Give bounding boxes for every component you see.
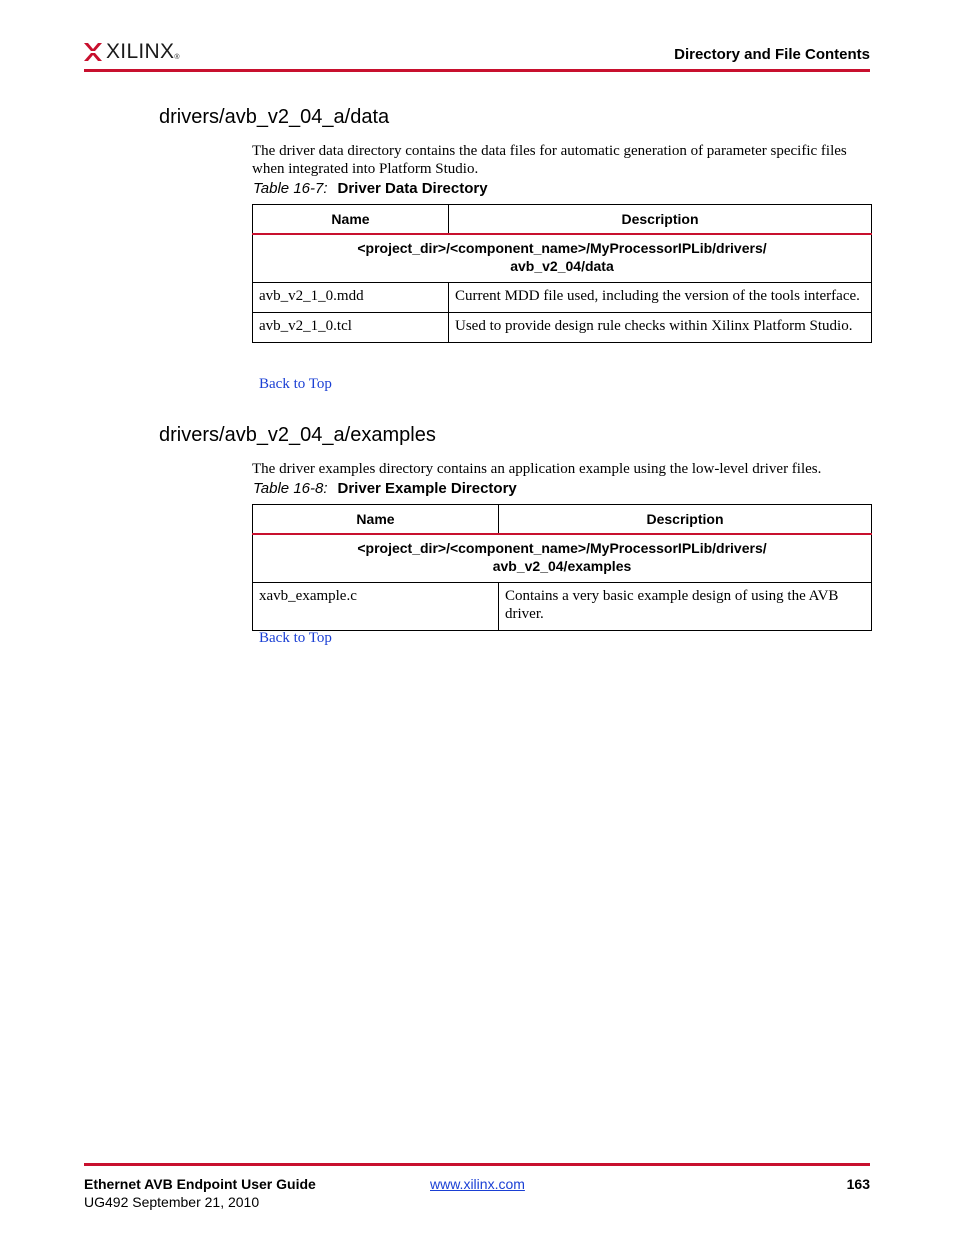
section-intro-data: The driver data directory contains the data files for automatic generation of parameter specific files when integrated into Platform Studio.: [252, 143, 847, 177]
footer-website-link[interactable]: www.xilinx.com: [430, 1176, 525, 1192]
footer-doc-id: UG492 September 21, 2010: [84, 1194, 260, 1210]
table-header-row: [253, 505, 872, 535]
directory-path: [253, 534, 872, 583]
path-line-1: <project_dir>/<component_name>/MyProcessorIPLib/drivers/: [357, 540, 767, 556]
table-row: [253, 583, 872, 631]
path-line-2: avb_v2_04/examples: [492, 558, 632, 574]
file-description-cell: Used to provide design rule checks within Xilinx Platform Studio.: [449, 313, 872, 343]
table-path-row: [253, 534, 872, 583]
section-heading-data: drivers/avb_v2_04_a/data: [159, 106, 390, 128]
file-description-cell: Current MDD file used, including the version of the tools interface.: [449, 283, 872, 313]
footer-rule: [84, 1163, 870, 1166]
path-line-1: <project_dir>/<component_name>/MyProcessorIPLib/drivers/: [357, 240, 767, 256]
table-header-row: [253, 205, 872, 235]
file-name-cell: xavb_example.c: [253, 583, 499, 631]
footer-doc-title: Ethernet AVB Endpoint User Guide: [84, 1176, 316, 1192]
table-caption-data: [253, 180, 488, 197]
section-heading-examples: drivers/avb_v2_04_a/examples: [159, 424, 436, 446]
registered-mark: ®: [174, 54, 180, 61]
column-header-description: Description: [449, 205, 872, 235]
table-caption-examples: [253, 480, 517, 497]
table-number: Table 16-7:: [253, 180, 328, 197]
directory-path: [253, 234, 872, 283]
path-line-2: avb_v2_04/data: [510, 258, 614, 274]
file-name-cell: avb_v2_1_0.tcl: [253, 313, 449, 343]
table-title: Driver Data Directory: [337, 180, 488, 197]
section-intro-examples: The driver examples directory contains an application example using the low-level driver files.: [252, 461, 822, 477]
xilinx-logo: [84, 40, 180, 64]
table-number: Table 16-8:: [253, 480, 328, 497]
xilinx-logo-icon: [84, 43, 102, 61]
back-to-top-link[interactable]: Back to Top: [259, 376, 332, 392]
table-row: [253, 283, 872, 313]
back-to-top-link[interactable]: Back to Top: [259, 630, 332, 646]
logo-text: XILINX®: [106, 40, 180, 63]
table-path-row: [253, 234, 872, 283]
column-header-name: Name: [253, 205, 449, 235]
driver-example-table: [252, 504, 872, 631]
table-title: Driver Example Directory: [337, 480, 517, 497]
column-header-name: Name: [253, 505, 499, 535]
table-row: [253, 313, 872, 343]
header-rule: [84, 69, 870, 72]
column-header-description: Description: [499, 505, 872, 535]
running-title: Directory and File Contents: [674, 46, 870, 63]
page-number: 163: [846, 1176, 870, 1192]
file-name-cell: avb_v2_1_0.mdd: [253, 283, 449, 313]
driver-data-table: [252, 204, 872, 343]
file-description-cell: Contains a very basic example design of using the AVB driver.: [499, 583, 872, 631]
